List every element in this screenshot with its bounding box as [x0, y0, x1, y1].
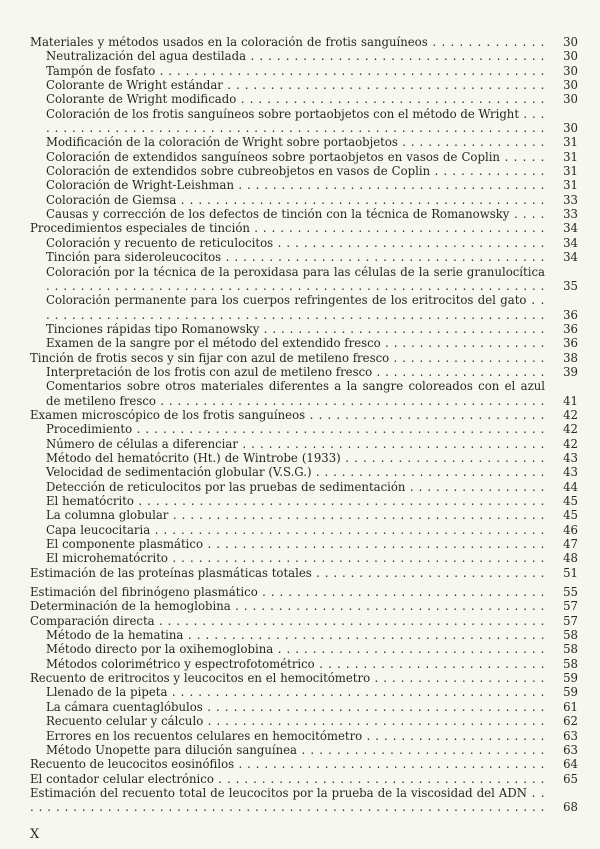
toc-subentry — [30, 642, 578, 656]
toc-entry-page: 63 — [548, 743, 578, 757]
toc-entry-title: Comentarios sobre otros materiales diferentes a la sangre coloreados con el azul de metileno fresco . . . — [46, 379, 545, 408]
toc-subentry — [30, 164, 578, 178]
toc-subentry — [30, 422, 578, 436]
toc-entry-page: 34 — [548, 250, 578, 264]
toc-entry-page: 36 — [548, 336, 578, 350]
toc-subentry — [30, 265, 578, 294]
toc-entry-title: El contador celular electrónico . . . — [30, 772, 545, 786]
toc-entry-title: Recuento de leucocitos eosinófilos . . . — [30, 757, 545, 771]
toc-entry-title: Velocidad de sedimentación globular (V.S.G.) . . . — [46, 465, 545, 479]
toc-subentry — [30, 523, 578, 537]
toc-entry-title: Coloración de los frotis sanguíneos sobre portaobjetos con el método de Wright . . . — [46, 107, 545, 136]
toc-entry-page: 59 — [548, 671, 578, 685]
toc-entry-title: Capa leucocitaria . . . — [46, 523, 545, 537]
toc-entry-page: 42 — [548, 437, 578, 451]
toc-entry-page: 68 — [548, 800, 578, 814]
toc-entry-title: Tampón de fosfato . . . — [46, 64, 545, 78]
toc-entry-title: Estimación de las proteínas plasmáticas totales . . . — [30, 566, 545, 580]
toc-entry-title: Recuento celular y cálculo . . . — [46, 714, 545, 728]
toc-entry-title: Coloración y recuento de reticulocitos . . . — [46, 236, 545, 250]
toc-entry — [30, 671, 578, 685]
toc-entry-page: 64 — [548, 757, 578, 771]
toc-entry-page: 34 — [548, 236, 578, 250]
toc-entry-title: Métodos colorimétrico y espectrofotométrico . . . — [46, 657, 545, 671]
toc-subentry — [30, 480, 578, 494]
toc-entry-title: Detección de reticulocitos por las pruebas de sedimentación . . . — [46, 480, 545, 494]
toc-entry — [30, 566, 578, 580]
toc-entry-page: 30 — [548, 121, 578, 135]
toc-subentry — [30, 743, 578, 757]
toc-subentry — [30, 236, 578, 250]
toc-subentry — [30, 193, 578, 207]
toc-entry-title: Recuento de eritrocitos y leucocitos en el hemocitómetro . . . — [30, 671, 545, 685]
toc-subentry — [30, 135, 578, 149]
toc-entry-page: 30 — [548, 64, 578, 78]
toc-entry-page: 31 — [548, 164, 578, 178]
toc-entry-page: 30 — [548, 49, 578, 63]
toc-entry-page: 34 — [548, 221, 578, 235]
toc-entry-title: Coloración permanente para los cuerpos refringentes de los eritrocitos del gato . . . — [46, 293, 545, 322]
toc-entry — [30, 585, 578, 599]
toc-subentry — [30, 293, 578, 322]
toc-entry-title: Examen de la sangre por el método del extendido fresco . . . — [46, 336, 545, 350]
toc-entry-title: Coloración de Wright-Leishman . . . — [46, 178, 545, 192]
toc-subentry — [30, 437, 578, 451]
toc-entry-page: 30 — [548, 78, 578, 92]
toc-subentry — [30, 508, 578, 522]
toc-entry-page: 44 — [548, 480, 578, 494]
toc-entry-page: 43 — [548, 451, 578, 465]
toc-entry-title: Coloración de extendidos sanguíneos sobre portaobjetos en vasos de Coplin . . . — [46, 150, 545, 164]
toc-entry-page: 35 — [548, 279, 578, 293]
toc-subentry — [30, 451, 578, 465]
toc-entry-title: Tinción de frotis secos y sin fijar con azul de metileno fresco . . . — [30, 351, 545, 365]
toc-entry-page: 65 — [548, 772, 578, 786]
toc-entry-title: Colorante de Wright modificado . . . — [46, 92, 545, 106]
toc-entry-page: 36 — [548, 308, 578, 322]
toc-entry-title: Método directo por la oxihemoglobina . . . — [46, 642, 545, 656]
toc-entry-page: 48 — [548, 551, 578, 565]
toc-entry-page: 45 — [548, 508, 578, 522]
toc-entry-title: Examen microscópico de los frotis sanguíneos . . . — [30, 408, 545, 422]
toc-entry-title: El componente plasmático . . . — [46, 537, 545, 551]
toc-entry-title: Interpretación de los frotis con azul de metileno fresco . . . — [46, 365, 545, 379]
toc-subentry — [30, 78, 578, 92]
toc-entry-title: Procedimiento . . . — [46, 422, 545, 436]
toc-entry-page: 58 — [548, 657, 578, 671]
toc-entry-title: El microhematócrito . . . — [46, 551, 545, 565]
toc-entry — [30, 35, 578, 49]
toc-entry-title: Errores en los recuentos celulares en hemocitómetro . . . — [46, 729, 545, 743]
toc-entry-title: Materiales y métodos usados en la coloración de frotis sanguíneos . . . — [30, 35, 545, 49]
toc-subentry — [30, 207, 578, 221]
toc-entry-title: Comparación directa . . . — [30, 614, 545, 628]
toc-subentry — [30, 685, 578, 699]
toc-entry — [30, 614, 578, 628]
toc-entry — [30, 599, 578, 613]
toc-subentry — [30, 465, 578, 479]
page-folio: X — [30, 827, 40, 842]
toc-entry-page: 55 — [548, 585, 578, 599]
toc-entry-page: 42 — [548, 422, 578, 436]
toc-entry-page: 51 — [548, 566, 578, 580]
toc-entry-page: 58 — [548, 628, 578, 642]
toc-entry-page: 41 — [548, 394, 578, 408]
toc-entry — [30, 408, 578, 422]
toc-entry-title: Neutralización del agua destilada . . . — [46, 49, 545, 63]
toc-entry-title: Coloración de Giemsa . . . — [46, 193, 545, 207]
toc-entry-page: 47 — [548, 537, 578, 551]
toc-subentry — [30, 714, 578, 728]
toc-entry-page: 38 — [548, 351, 578, 365]
toc-subentry — [30, 178, 578, 192]
toc-subentry — [30, 336, 578, 350]
toc-entry-title: Tinciones rápidas tipo Romanowsky . . . — [46, 322, 545, 336]
table-of-contents — [30, 35, 578, 815]
toc-entry-page: 31 — [548, 178, 578, 192]
toc-entry — [30, 757, 578, 771]
toc-entry-title: Coloración por la técnica de la peroxidasa para las células de la serie granulocítica . . . — [46, 265, 545, 294]
toc-subentry — [30, 657, 578, 671]
toc-subentry — [30, 700, 578, 714]
toc-entry-title: Método Unopette para dilución sanguínea . . . — [46, 743, 545, 757]
toc-entry-page: 31 — [548, 135, 578, 149]
toc-subentry — [30, 322, 578, 336]
toc-entry-title: Tinción para sideroleucocitos . . . — [46, 250, 545, 264]
toc-entry — [30, 786, 578, 815]
toc-entry-page: 58 — [548, 642, 578, 656]
toc-entry-title: El hematócrito . . . — [46, 494, 545, 508]
toc-entry-page: 62 — [548, 714, 578, 728]
toc-subentry — [30, 64, 578, 78]
toc-entry-title: Llenado de la pipeta . . . — [46, 685, 545, 699]
toc-subentry — [30, 107, 578, 136]
toc-entry-page: 46 — [548, 523, 578, 537]
toc-entry-title: Número de células a diferenciar . . . — [46, 437, 545, 451]
toc-entry-title: Modificación de la coloración de Wright sobre portaobjetos . . . — [46, 135, 545, 149]
toc-entry-page: 33 — [548, 207, 578, 221]
toc-subentry — [30, 551, 578, 565]
toc-entry-page: 63 — [548, 729, 578, 743]
toc-entry-page: 43 — [548, 465, 578, 479]
toc-entry-page: 45 — [548, 494, 578, 508]
toc-entry-page: 57 — [548, 599, 578, 613]
toc-entry-page: 59 — [548, 685, 578, 699]
toc-entry-title: Estimación del recuento total de leucocitos por la prueba de la viscosidad del ADN . . . — [30, 786, 545, 815]
toc-entry-page: 57 — [548, 614, 578, 628]
toc-subentry — [30, 628, 578, 642]
toc-entry-title: Estimación del fibrinógeno plasmático . . . — [30, 585, 545, 599]
toc-subentry — [30, 49, 578, 63]
toc-entry-page: 30 — [548, 35, 578, 49]
toc-entry-page: 30 — [548, 92, 578, 106]
toc-entry-title: Procedimientos especiales de tinción . . . — [30, 221, 545, 235]
toc-entry — [30, 772, 578, 786]
toc-entry-page: 39 — [548, 365, 578, 379]
toc-subentry — [30, 92, 578, 106]
toc-entry-page: 61 — [548, 700, 578, 714]
toc-subentry — [30, 494, 578, 508]
toc-entry-title: Método del hematócrito (Ht.) de Wintrobe (1933) . . . — [46, 451, 545, 465]
toc-entry-title: La columna globular . . . — [46, 508, 545, 522]
toc-entry-page: 33 — [548, 193, 578, 207]
toc-subentry — [30, 365, 578, 379]
toc-entry-page: 42 — [548, 408, 578, 422]
toc-entry-title: Determinación de la hemoglobina . . . — [30, 599, 545, 613]
toc-entry-title: La cámara cuentaglóbulos . . . — [46, 700, 545, 714]
toc-subentry — [30, 537, 578, 551]
toc-entry — [30, 221, 578, 235]
toc-entry-title: Colorante de Wright estándar . . . — [46, 78, 545, 92]
toc-subentry — [30, 729, 578, 743]
toc-entry-page: 31 — [548, 150, 578, 164]
toc-subentry — [30, 150, 578, 164]
toc-subentry — [30, 250, 578, 264]
toc-entry-title: Coloración de extendidos sobre cubreobjetos en vasos de Coplin . . . — [46, 164, 545, 178]
toc-subentry — [30, 379, 578, 408]
toc-entry — [30, 351, 578, 365]
toc-entry-page: 36 — [548, 322, 578, 336]
toc-entry-title: Causas y corrección de los defectos de tinción con la técnica de Romanowsky . . . — [46, 207, 545, 221]
toc-entry-title: Método de la hematina . . . — [46, 628, 545, 642]
